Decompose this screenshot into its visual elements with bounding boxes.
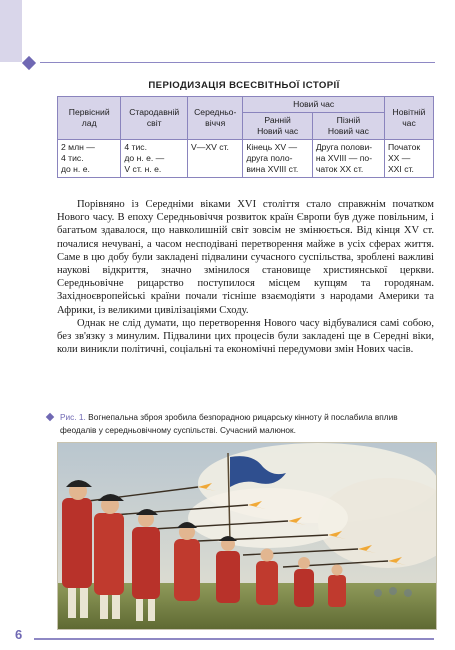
- cell-ancient: 4 тис. до н. е. — V ст. н. е.: [121, 140, 188, 178]
- figure-label: Рис. 1.: [60, 412, 86, 422]
- page-number: 6: [15, 627, 23, 642]
- table-title: ПЕРІОДИЗАЦІЯ ВСЕСВІТНЬОЇ ІСТОРІЇ: [148, 80, 340, 91]
- cell-newest: Початок XX — XXI ст.: [384, 140, 433, 178]
- cell-medieval: V—XV ст.: [188, 140, 243, 178]
- caption-diamond-icon: [46, 413, 54, 421]
- cell-primitive: 2 млн — 4 тис. до н. е.: [58, 140, 121, 178]
- figure-caption: [60, 411, 436, 436]
- paragraph-1: Порівняно із Середніми віками XVI століття стало справжнім початком Нового часу. В епоху Середньовіччя розвиток країн Європи був дуже повільним, і багатьом здавалося, що навколишній світ зовсім не змінюється. Від кінця XV ст. почалися нечувані, а часом несподівані перетворення майже в усіх сферах життя. Саме в цю добу були закладені підвалини сучасного суспільства, зроблені важливі наукові відкриття, значно змінилося становище християнської церкви. Середньовічне рицарство поступилося місцем купцям та городянам. Західноєвропейські країни почали тісніше взаємодіяти з народами Америки та Африки, із великими цивілізаціями Сходу.: [57, 199, 434, 316]
- body-text: [57, 198, 434, 356]
- diamond-marker-icon: [22, 56, 36, 70]
- cell-early-new: Кінець XV — друга поло- вина XVIII ст.: [243, 140, 313, 178]
- header-ancient: Стародавній світ: [121, 97, 188, 140]
- bottom-rule: [34, 638, 434, 640]
- top-rule: [40, 62, 435, 63]
- header-primitive: Первісний лад: [58, 97, 121, 140]
- header-newest: Новітній час: [384, 97, 433, 140]
- periodization-table: [57, 96, 434, 178]
- caption-text: Вогнепальна зброя зробила безпорадною рицарську кінноту й послабила вплив феодалів у середньовічному суспільстві. Сучасний малюнок.: [60, 412, 398, 435]
- table-row: [58, 140, 434, 178]
- corner-tab: [0, 0, 22, 62]
- musketeers-illustration: [57, 442, 437, 630]
- paragraph-2: Однак не слід думати, що перетворення Нового часу відбувалися самі собою, без зв'язку з минулим. Підвалини цих процесів були закладені ще в Середні віки, коли виникли політичні, соціальні та економічні передумови змін Нових часів.: [57, 317, 434, 356]
- header-new-time: Новий час: [243, 97, 385, 113]
- header-early-new: Ранній Новий час: [243, 113, 313, 140]
- header-medieval: Середньо- віччя: [188, 97, 243, 140]
- musketeers-painting: [58, 443, 436, 629]
- cell-late-new: Друга полови- на XVIII — по- чаток XX ст.: [312, 140, 384, 178]
- header-late-new: Пізній Новий час: [312, 113, 384, 140]
